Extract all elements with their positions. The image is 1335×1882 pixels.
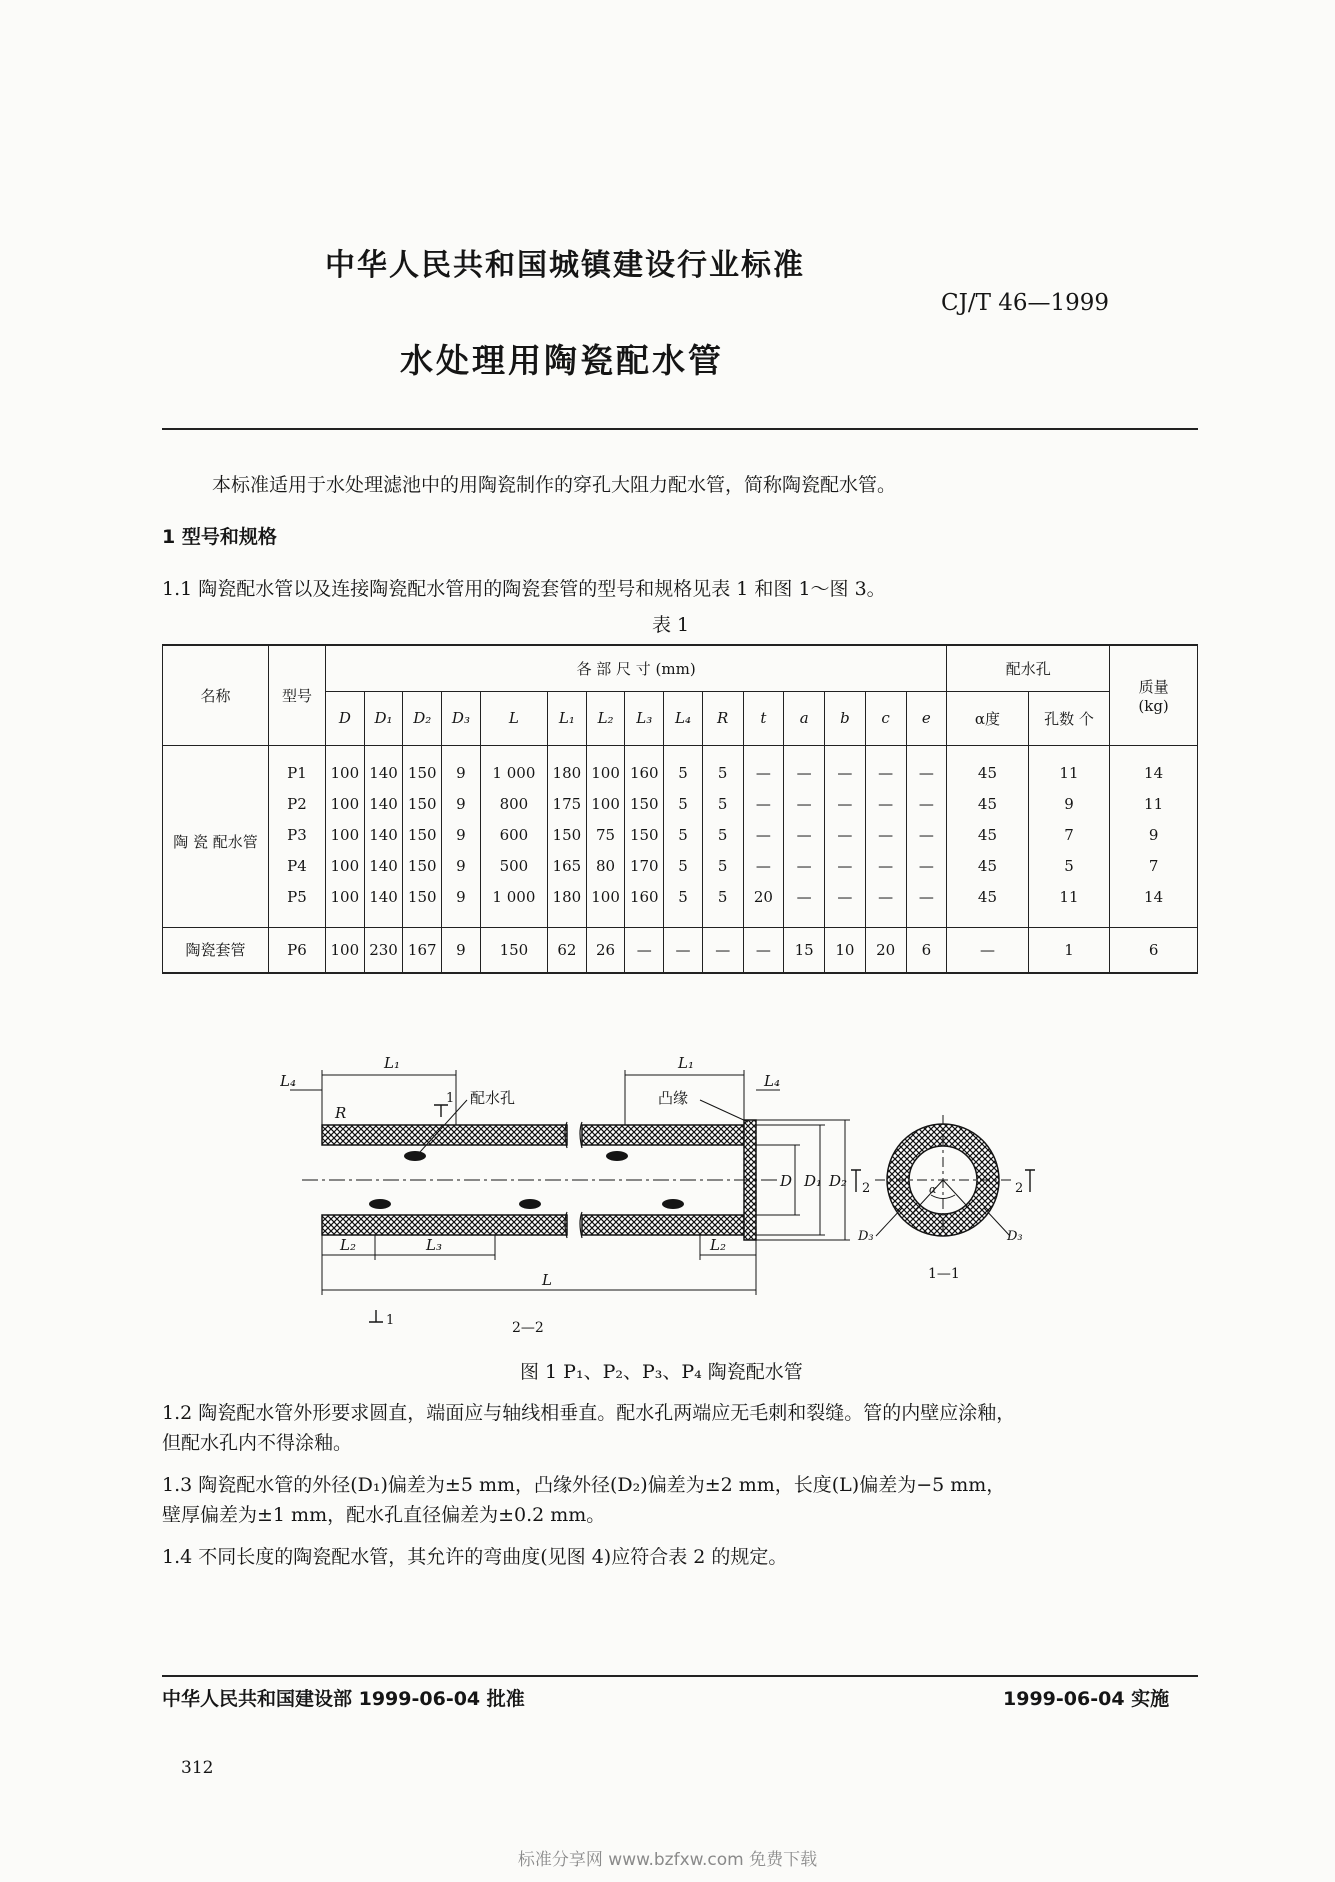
- table-cell: —: [865, 820, 906, 851]
- table-cell: 9: [442, 745, 481, 789]
- table-cell: 5: [1028, 851, 1109, 882]
- dim-symbol: t: [743, 691, 784, 745]
- table-cell: —: [947, 927, 1028, 973]
- table-row: [163, 745, 1198, 789]
- table-cell: —: [865, 745, 906, 789]
- table-cell: P6: [268, 927, 325, 973]
- table-cell: 140: [364, 745, 403, 789]
- table-cell: 150: [403, 851, 442, 882]
- table-cell: —: [825, 789, 866, 820]
- dim-symbol: L: [480, 691, 547, 745]
- pipe-rows: [163, 745, 1198, 927]
- table-cell: P5: [268, 882, 325, 928]
- table-cell: —: [664, 927, 703, 973]
- section-mark-2-left: 2: [862, 1181, 871, 1196]
- water-hole: [369, 1199, 391, 1209]
- table-cell: —: [784, 745, 825, 789]
- sleeve-rows: [163, 927, 1198, 973]
- table-cell: 45: [947, 882, 1028, 928]
- dim-symbol: L₃: [625, 691, 664, 745]
- table-cell: 45: [947, 851, 1028, 882]
- table-cell: 150: [548, 820, 587, 851]
- table-cell: 140: [364, 882, 403, 928]
- clause-1-2: [162, 1398, 1198, 1458]
- table-cell: 62: [548, 927, 587, 973]
- table-cell: 150: [403, 820, 442, 851]
- label-D2: D₂: [829, 1172, 848, 1190]
- mass-unit: (kg): [1138, 696, 1169, 715]
- table-cell: 150: [625, 820, 664, 851]
- table-cell: 100: [325, 820, 364, 851]
- standard-code: CJ/T 46—1999: [941, 290, 1110, 316]
- table-cell: 5: [664, 851, 703, 882]
- pipe-wall-bottom-left: [322, 1215, 567, 1235]
- clause-1-3-line-2: 壁厚偏差为±1 mm，配水孔直径偏差为±0.2 mm。: [162, 1504, 606, 1526]
- approval-line: 中华人民共和国建设部 1999-06-04 批准: [162, 1688, 525, 1710]
- table-cell: 100: [325, 745, 364, 789]
- table-cell: 175: [548, 789, 587, 820]
- table-cell: 167: [403, 927, 442, 973]
- label-D3-left: D₃: [858, 1229, 874, 1244]
- dim-symbol: D₂: [403, 691, 442, 745]
- table-cell: 140: [364, 851, 403, 882]
- label-section-2-2: 2—2: [512, 1320, 544, 1336]
- table-cell: —: [865, 882, 906, 928]
- dim-symbol: D₁: [364, 691, 403, 745]
- pipe-wall-top-left: [322, 1125, 567, 1145]
- table-cell: 230: [364, 927, 403, 973]
- table-row: [163, 851, 1198, 882]
- table-cell: 150: [403, 789, 442, 820]
- pipe-wall-bottom-right: [582, 1215, 744, 1235]
- label-L3: L₃: [426, 1236, 442, 1254]
- table-cell: —: [825, 745, 866, 789]
- table-cell: 500: [480, 851, 547, 882]
- table-cell: 1 000: [480, 882, 547, 928]
- table-cell: 600: [480, 820, 547, 851]
- label-L2-right: L₂: [710, 1236, 726, 1254]
- clause-1-2-line-2: 但配水孔内不得涂釉。: [162, 1432, 353, 1454]
- label-D3-right: D₃: [1007, 1229, 1023, 1244]
- table-cell: 5: [664, 882, 703, 928]
- table-cell: 10: [825, 927, 866, 973]
- clause-1-3-line-1: 1.3 陶瓷配水管的外径(D₁)偏差为±5 mm，凸缘外径(D₂)偏差为±2 mm，长度(L)偏差为−5 mm，: [162, 1474, 1006, 1496]
- clause-1-1: 1.1 陶瓷配水管以及连接陶瓷配水管用的陶瓷套管的型号和规格见表 1 和图 1～图 3。: [162, 578, 886, 600]
- label-L1-right: L₁: [678, 1054, 694, 1072]
- table-cell: 1 000: [480, 745, 547, 789]
- dim-symbol: L₄: [664, 691, 703, 745]
- table-cell: —: [743, 820, 784, 851]
- table-cell: —: [906, 820, 947, 851]
- table-cell: 9: [1028, 789, 1109, 820]
- table-cell: —: [784, 882, 825, 928]
- section-mark-1-bottom: 1: [386, 1313, 395, 1328]
- table-cell: 165: [548, 851, 587, 882]
- section-mark: [1025, 1170, 1035, 1192]
- section-mark-2-right: 2: [1015, 1181, 1024, 1196]
- table-cell: 170: [625, 851, 664, 882]
- table-cell: —: [906, 851, 947, 882]
- page-number: 312: [181, 1758, 214, 1778]
- table-cell: 14: [1110, 882, 1198, 928]
- table-cell: 9: [1110, 820, 1198, 851]
- header-model: 型号: [268, 645, 325, 745]
- dim-symbol: L₁: [548, 691, 587, 745]
- table-cell: 150: [403, 882, 442, 928]
- table-cell: P3: [268, 820, 325, 851]
- table-cell: 5: [664, 745, 703, 789]
- table-cell: 5: [702, 789, 743, 820]
- water-hole: [606, 1151, 628, 1161]
- label-alpha: α: [929, 1183, 937, 1196]
- label-section-1-1: 1—1: [928, 1266, 960, 1282]
- table-cell: 14: [1110, 745, 1198, 789]
- leader-line: [700, 1100, 748, 1122]
- table-cell: 9: [442, 851, 481, 882]
- label-D1: D₁: [804, 1172, 823, 1190]
- mass-label: 质量: [1138, 677, 1169, 696]
- label-L1-left: L₁: [384, 1054, 400, 1072]
- header-dimensions: 各 部 尺 寸 (mm): [325, 645, 946, 691]
- table-cell: —: [784, 820, 825, 851]
- table-cell: 20: [743, 882, 784, 928]
- table-cell: 5: [702, 820, 743, 851]
- table-cell: —: [702, 927, 743, 973]
- group-name-sleeve: 陶瓷套管: [163, 927, 269, 973]
- table-cell: 75: [586, 820, 625, 851]
- table-cell: 150: [625, 789, 664, 820]
- table-cell: 9: [442, 927, 481, 973]
- table-cell: 11: [1028, 745, 1109, 789]
- title-rule: [162, 428, 1198, 430]
- hole-angle-header: α度: [947, 691, 1028, 745]
- table-cell: 100: [325, 882, 364, 928]
- table-cell: 100: [586, 789, 625, 820]
- figure-1-drawing: [280, 1030, 1060, 1350]
- table-cell: 1: [1028, 927, 1109, 973]
- table-cell: 9: [442, 882, 481, 928]
- issuing-organization: 中华人民共和国城镇建设行业标准: [325, 248, 805, 283]
- water-hole: [404, 1151, 426, 1161]
- table-cell: 80: [586, 851, 625, 882]
- table-row: [163, 927, 1198, 973]
- table-cell: 20: [865, 927, 906, 973]
- table-cell: 45: [947, 745, 1028, 789]
- section-1-heading: 1 型号和规格: [162, 526, 277, 548]
- pipe-wall-top-right: [582, 1125, 744, 1145]
- table-cell: 7: [1028, 820, 1109, 851]
- dim-symbol: c: [865, 691, 906, 745]
- label-R: R: [335, 1104, 347, 1122]
- table-cell: P2: [268, 789, 325, 820]
- table-row: [163, 882, 1198, 928]
- table-cell: 11: [1028, 882, 1109, 928]
- table-cell: 150: [403, 745, 442, 789]
- figure-1-caption: 图 1 P₁、P₂、P₃、P₄ 陶瓷配水管: [520, 1361, 803, 1383]
- table-cell: 180: [548, 882, 587, 928]
- hole-count-header: 孔数 个: [1028, 691, 1109, 745]
- dim-symbol: b: [825, 691, 866, 745]
- table-cell: P1: [268, 745, 325, 789]
- table-cell: 100: [586, 882, 625, 928]
- table-cell: —: [825, 882, 866, 928]
- intro-paragraph: 本标准适用于水处理滤池中的用陶瓷制作的穿孔大阻力配水管，简称陶瓷配水管。: [212, 474, 897, 496]
- table-cell: P4: [268, 851, 325, 882]
- section-mark-1-top: 1: [446, 1091, 455, 1106]
- table-cell: —: [784, 851, 825, 882]
- table-cell: 100: [325, 789, 364, 820]
- water-hole: [519, 1199, 541, 1209]
- water-hole: [662, 1199, 684, 1209]
- dim-symbol: e: [906, 691, 947, 745]
- table-cell: 100: [586, 745, 625, 789]
- table-cell: 6: [1110, 927, 1198, 973]
- table-cell: 45: [947, 789, 1028, 820]
- section-mark: [369, 1310, 383, 1322]
- table-cell: —: [784, 789, 825, 820]
- spec-table-1: [162, 644, 1198, 974]
- table-cell: —: [865, 851, 906, 882]
- label-hole: 配水孔: [470, 1089, 516, 1107]
- section-mark: [851, 1170, 861, 1192]
- table-cell: 5: [702, 851, 743, 882]
- hole-dim-line: [876, 1208, 902, 1236]
- table-cell: 5: [664, 820, 703, 851]
- table-cell: —: [743, 789, 784, 820]
- clause-1-3: [162, 1470, 1198, 1530]
- watermark-text: 标准分享网 www.bzfxw.com 免费下载: [517, 1850, 818, 1870]
- table-cell: —: [625, 927, 664, 973]
- table-cell: 45: [947, 820, 1028, 851]
- table-cell: 6: [906, 927, 947, 973]
- dim-symbol: R: [702, 691, 743, 745]
- table-cell: 800: [480, 789, 547, 820]
- dim-symbol: L₂: [586, 691, 625, 745]
- table-cell: —: [743, 851, 784, 882]
- table-1-caption: 表 1: [652, 614, 690, 636]
- document-title: 水处理用陶瓷配水管: [400, 341, 724, 380]
- header-holes: 配水孔: [947, 645, 1110, 691]
- table-cell: —: [906, 882, 947, 928]
- label-L2-left: L₂: [340, 1236, 356, 1254]
- table-cell: 5: [702, 882, 743, 928]
- table-cell: —: [906, 789, 947, 820]
- table-cell: 100: [325, 851, 364, 882]
- table-cell: —: [743, 927, 784, 973]
- section-mark: [434, 1105, 448, 1117]
- table-cell: 100: [325, 927, 364, 973]
- table-cell: 26: [586, 927, 625, 973]
- label-L: L: [542, 1271, 552, 1289]
- label-L4-right: L₄: [764, 1072, 780, 1090]
- table-cell: —: [825, 851, 866, 882]
- table-cell: —: [743, 745, 784, 789]
- table-cell: 7: [1110, 851, 1198, 882]
- label-flange: 凸缘: [658, 1089, 689, 1107]
- dim-symbol: a: [784, 691, 825, 745]
- table-cell: 140: [364, 820, 403, 851]
- clause-1-2-line-1: 1.2 陶瓷配水管外形要求圆直，端面应与轴线相垂直。配水孔两端应无毛刺和裂缝。管的内壁应涂釉，: [162, 1402, 1016, 1424]
- table-cell: 160: [625, 745, 664, 789]
- clause-1-4: 1.4 不同长度的陶瓷配水管，其允许的弯曲度(见图 4)应符合表 2 的规定。: [162, 1546, 788, 1568]
- table-cell: 180: [548, 745, 587, 789]
- dim-symbol: D₃: [442, 691, 481, 745]
- table-cell: 160: [625, 882, 664, 928]
- table-cell: 9: [442, 789, 481, 820]
- header-mass: [1110, 645, 1198, 745]
- label-D: D: [780, 1172, 793, 1190]
- dim-symbol: D: [325, 691, 364, 745]
- table-cell: 150: [480, 927, 547, 973]
- table-cell: 5: [702, 745, 743, 789]
- table-cell: —: [825, 820, 866, 851]
- table-cell: 5: [664, 789, 703, 820]
- footer-rule: [162, 1675, 1198, 1677]
- table-cell: —: [865, 789, 906, 820]
- table-cell: 15: [784, 927, 825, 973]
- header-name: 名称: [163, 645, 269, 745]
- label-L4-left: L₄: [280, 1072, 296, 1090]
- effective-date: 1999-06-04 实施: [1003, 1688, 1170, 1710]
- table-cell: 9: [442, 820, 481, 851]
- table-cell: —: [906, 745, 947, 789]
- table-cell: 140: [364, 789, 403, 820]
- table-cell: 11: [1110, 789, 1198, 820]
- table-row: [163, 789, 1198, 820]
- table-row: [163, 820, 1198, 851]
- group-name-pipe: 陶 瓷 配水管: [163, 745, 269, 927]
